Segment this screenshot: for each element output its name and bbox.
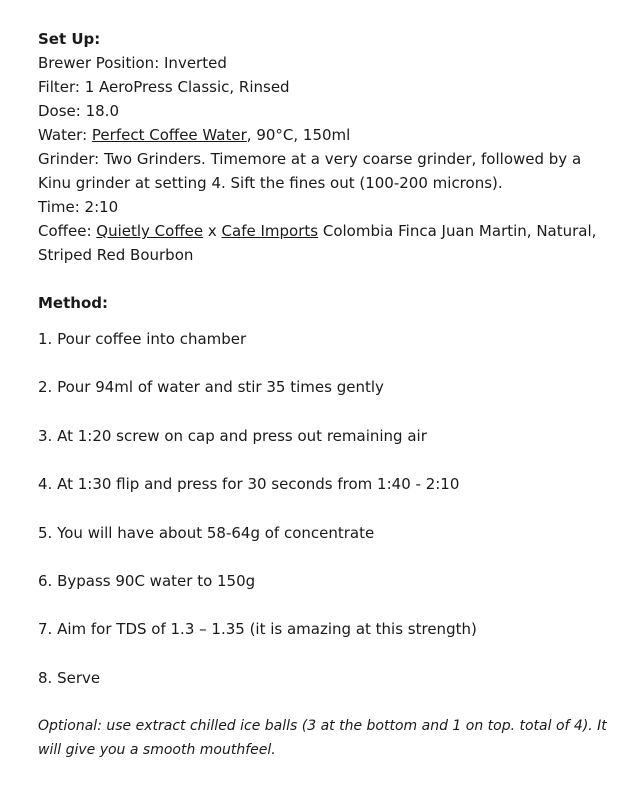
filter-line: Filter: 1 AeroPress Classic, Rinsed [38,78,290,96]
method-step: 6. Bypass 90C water to 150g [38,571,256,590]
water-suffix: , 90°C, 150ml [246,126,351,144]
coffee-x: x [203,222,222,240]
method-step: 5. You will have about 58-64g of concentrate [38,523,375,542]
water-prefix: Water: [38,126,92,144]
setup-section [38,27,615,267]
cafe-imports-link[interactable]: Cafe Imports [221,222,319,240]
quietly-coffee-link[interactable]: Quietly Coffee [96,222,204,240]
method-step: 7. Aim for TDS of 1.3 – 1.35 (it is amazing at this strength) [38,620,477,639]
coffee-suffix: Colombia Finca Juan Martin, Natural, Striped Red Bourbon [38,222,597,264]
brewer-position-line: Brewer Position: Inverted [38,54,227,72]
water-line [38,123,615,147]
coffee-line [38,219,615,267]
dose-line: Dose: 18.0 [38,102,119,120]
setup-heading: Set Up: [38,30,101,48]
time-line: Time: 2:10 [38,198,119,216]
method-step: 1. Pour coffee into chamber [38,330,247,348]
method-step: 3. At 1:20 screw on cap and press out remaining air [38,426,427,445]
perfect-coffee-water-link[interactable]: Perfect Coffee Water [91,126,247,144]
method-step: 2. Pour 94ml of water and stir 35 times gently [38,378,384,397]
method-heading: Method: [38,294,108,312]
method-step: 8. Serve [38,668,101,687]
method-step: 4. At 1:30 flip and press for 30 seconds from 1:40 - 2:10 [38,475,460,494]
optional-note: Optional: use extract chilled ice balls (3 at the bottom and 1 on top. total of 4). It will give you a smooth mouthfeel. [38,718,607,759]
grinder-line: Grinder: Two Grinders. Timemore at a very coarse grinder, followed by a Kinu grinder at setting 4. Sift the fines out (100-200 microns). [38,150,582,192]
coffee-prefix: Coffee: [38,222,97,240]
method-steps-list [38,327,615,690]
